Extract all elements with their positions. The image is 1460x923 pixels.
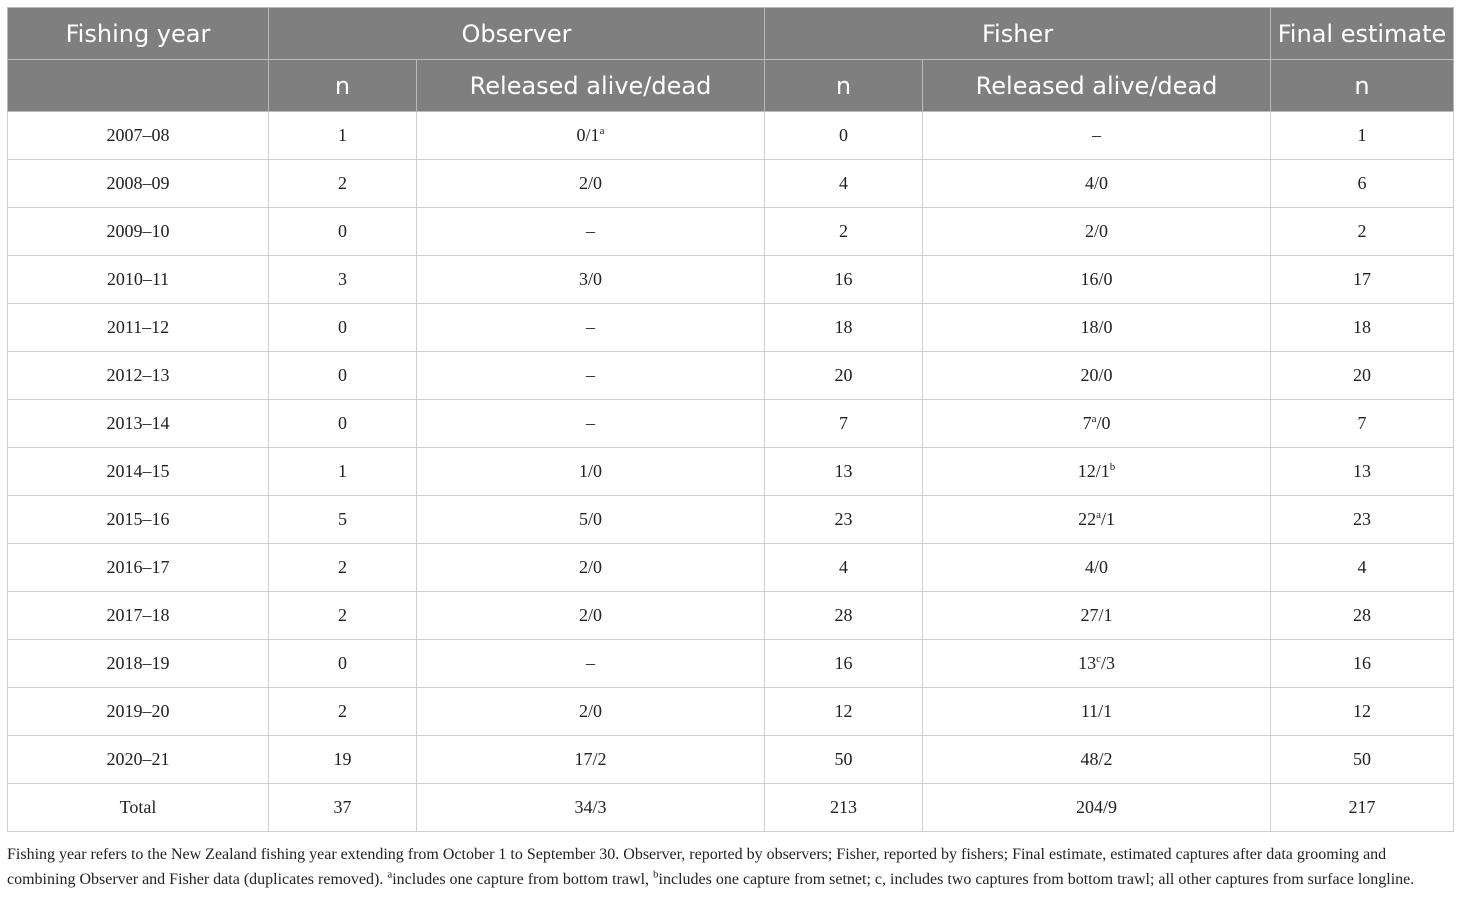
table-row — [8, 256, 1454, 304]
table-row — [8, 736, 1454, 784]
cell-fisher-released: 27/1 — [923, 592, 1271, 640]
cell-fisher-released: 20/0 — [923, 352, 1271, 400]
cell-final: 12 — [1271, 688, 1454, 736]
cell-year: 2010–11 — [8, 256, 269, 304]
cell-observer-n: 19 — [269, 736, 417, 784]
cell-observer-released: – — [417, 208, 765, 256]
cell-observer-released: 2/0 — [417, 688, 765, 736]
footnote-marker: a — [1091, 413, 1097, 425]
cell-fisher-n: 4 — [765, 544, 923, 592]
cell-fisher-n: 18 — [765, 304, 923, 352]
cell-final: 6 — [1271, 160, 1454, 208]
captures-table — [7, 7, 1454, 832]
cell-observer-n: 2 — [269, 592, 417, 640]
cell-observer-n: 0 — [269, 640, 417, 688]
cell-final: 28 — [1271, 592, 1454, 640]
cell-year: 2011–12 — [8, 304, 269, 352]
cell-fisher-released: 13$^c$/3 — [923, 640, 1271, 688]
cell-fisher-n: 16 — [765, 256, 923, 304]
header-blank — [8, 60, 269, 112]
footnote-marker: b — [1109, 461, 1116, 473]
header-fisher: Fisher — [765, 8, 1271, 60]
header-observer-n: n — [269, 60, 417, 112]
header-fisher-released: Released alive/dead — [923, 60, 1271, 112]
cell-final: 13 — [1271, 448, 1454, 496]
cell-fisher-n: 0 — [765, 112, 923, 160]
cell-observer-n: 2 — [269, 544, 417, 592]
cell-year: 2013–14 — [8, 400, 269, 448]
table-row — [8, 160, 1454, 208]
cell-fisher-n: 23 — [765, 496, 923, 544]
footnote-marker: c — [1096, 653, 1101, 665]
table-row — [8, 304, 1454, 352]
footnote-marker-b: b — [653, 868, 659, 881]
cell-final: 18 — [1271, 304, 1454, 352]
cell-year: 2018–19 — [8, 640, 269, 688]
cell-observer-released: 5/0 — [417, 496, 765, 544]
header-final-estimate: Final estimate — [1271, 8, 1454, 60]
cell-year: Total — [8, 784, 269, 832]
cell-observer-n: 37 — [269, 784, 417, 832]
cell-observer-n: 0 — [269, 304, 417, 352]
header-row-top — [8, 8, 1454, 60]
table-footnote: Fishing year refers to the New Zealand fishing year extending from October 1 to September 30. Observer, reported by observers; Fisher, reported by fishers; Final estimate, estimated captures after data grooming and combining Observer and Fisher data (duplicates removed). $^a$includes one capture from bottom trawl, $^b$includes one capture from setnet; c, includes two captures from bottom trawl; all other captures from surface longline. — [7, 846, 1415, 888]
header-fisher-n: n — [765, 60, 923, 112]
header-row-sub — [8, 60, 1454, 112]
cell-fisher-released: 18/0 — [923, 304, 1271, 352]
cell-final: 4 — [1271, 544, 1454, 592]
table-row — [8, 640, 1454, 688]
table-row — [8, 448, 1454, 496]
cell-fisher-n: 28 — [765, 592, 923, 640]
header-fishing-year: Fishing year — [8, 8, 269, 60]
table-row — [8, 592, 1454, 640]
cell-observer-released: 2/0 — [417, 160, 765, 208]
header-final-n: n — [1271, 60, 1454, 112]
cell-fisher-n: 13 — [765, 448, 923, 496]
cell-year: 2014–15 — [8, 448, 269, 496]
cell-observer-released: 2/0 — [417, 592, 765, 640]
cell-fisher-released: 4/0 — [923, 544, 1271, 592]
cell-fisher-n: 7 — [765, 400, 923, 448]
cell-year: 2015–16 — [8, 496, 269, 544]
cell-fisher-released: 2/0 — [923, 208, 1271, 256]
cell-year: 2009–10 — [8, 208, 269, 256]
table-row — [8, 688, 1454, 736]
cell-fisher-released: 204/9 — [923, 784, 1271, 832]
cell-observer-n: 1 — [269, 448, 417, 496]
cell-fisher-released: 11/1 — [923, 688, 1271, 736]
cell-observer-n: 0 — [269, 352, 417, 400]
cell-fisher-released: – — [923, 112, 1271, 160]
cell-year: 2008–09 — [8, 160, 269, 208]
header-observer-released: Released alive/dead — [417, 60, 765, 112]
footnote-marker-a: a — [387, 868, 393, 881]
cell-year: 2012–13 — [8, 352, 269, 400]
cell-fisher-released: 7$^a$/0 — [923, 400, 1271, 448]
cell-observer-n: 2 — [269, 160, 417, 208]
cell-observer-released: – — [417, 400, 765, 448]
cell-year: 2007–08 — [8, 112, 269, 160]
total-row — [8, 784, 1454, 832]
cell-fisher-released: 48/2 — [923, 736, 1271, 784]
cell-fisher-n: 2 — [765, 208, 923, 256]
cell-final: 17 — [1271, 256, 1454, 304]
table-row — [8, 112, 1454, 160]
cell-observer-released: – — [417, 640, 765, 688]
cell-year: 2019–20 — [8, 688, 269, 736]
cell-observer-n: 2 — [269, 688, 417, 736]
cell-observer-released: 0/1$^a$ — [417, 112, 765, 160]
cell-fisher-n: 20 — [765, 352, 923, 400]
table-row — [8, 208, 1454, 256]
cell-fisher-released: 4/0 — [923, 160, 1271, 208]
cell-observer-released: – — [417, 352, 765, 400]
cell-fisher-released: 22$^a$/1 — [923, 496, 1271, 544]
table-row — [8, 544, 1454, 592]
footnote-marker: a — [599, 125, 605, 137]
cell-fisher-n: 16 — [765, 640, 923, 688]
cell-fisher-released: 12/1$^b$ — [923, 448, 1271, 496]
cell-fisher-n: 213 — [765, 784, 923, 832]
header-observer: Observer — [269, 8, 765, 60]
cell-observer-n: 5 — [269, 496, 417, 544]
cell-year: 2016–17 — [8, 544, 269, 592]
table-row — [8, 400, 1454, 448]
cell-observer-released: – — [417, 304, 765, 352]
cell-final: 7 — [1271, 400, 1454, 448]
cell-final: 1 — [1271, 112, 1454, 160]
cell-observer-released: 2/0 — [417, 544, 765, 592]
cell-observer-released: 1/0 — [417, 448, 765, 496]
cell-observer-n: 1 — [269, 112, 417, 160]
cell-observer-released: 17/2 — [417, 736, 765, 784]
table-container — [7, 7, 1453, 892]
cell-fisher-n: 4 — [765, 160, 923, 208]
cell-final: 50 — [1271, 736, 1454, 784]
footnote-marker: a — [1096, 509, 1101, 521]
cell-final: 23 — [1271, 496, 1454, 544]
table-row — [8, 496, 1454, 544]
cell-final: 16 — [1271, 640, 1454, 688]
cell-fisher-n: 12 — [765, 688, 923, 736]
cell-year: 2017–18 — [8, 592, 269, 640]
cell-final: 2 — [1271, 208, 1454, 256]
cell-final: 20 — [1271, 352, 1454, 400]
cell-observer-released: 3/0 — [417, 256, 765, 304]
cell-year: 2020–21 — [8, 736, 269, 784]
cell-fisher-n: 50 — [765, 736, 923, 784]
cell-observer-n: 0 — [269, 208, 417, 256]
cell-final: 217 — [1271, 784, 1454, 832]
cell-fisher-released: 16/0 — [923, 256, 1271, 304]
cell-observer-n: 0 — [269, 400, 417, 448]
cell-observer-released: 34/3 — [417, 784, 765, 832]
table-row — [8, 352, 1454, 400]
cell-observer-n: 3 — [269, 256, 417, 304]
